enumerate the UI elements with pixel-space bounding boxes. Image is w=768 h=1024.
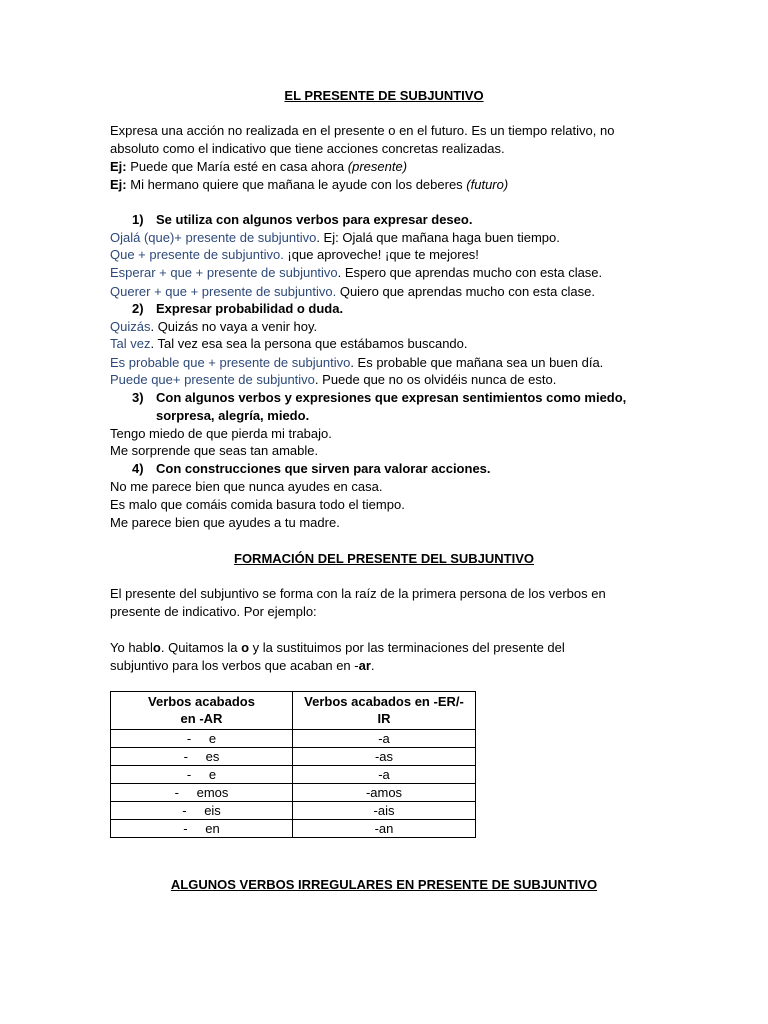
- dash: -: [174, 785, 179, 800]
- intro-line-2: absoluto como el indicativo que tiene acciones concretas realizadas.: [110, 141, 505, 156]
- text: subjuntivo para los verbos que acaban en -: [110, 658, 359, 673]
- section-1-rule-2: [110, 247, 479, 263]
- example-tag: (futuro): [466, 177, 509, 192]
- ar-ending-cell: [111, 820, 293, 838]
- title-presente-subjuntivo: EL PRESENTE DE SUBJUNTIVO: [284, 88, 484, 103]
- er-ending-cell: -a: [293, 766, 476, 784]
- rule-example: . Espero que aprendas mucho con esta clase.: [337, 265, 603, 280]
- ar-ending: en: [205, 821, 220, 836]
- rule-formula: Puede que+ presente de subjuntivo: [110, 372, 315, 387]
- section-1-rule-1: [110, 230, 560, 246]
- formation-line-2: presente de indicativo. Por ejemplo:: [110, 604, 317, 619]
- example-tag: (presente): [347, 159, 408, 174]
- intro-line-1: Expresa una acción no realizada en el presente o en el futuro. Es un tiempo relativo, no: [110, 123, 615, 138]
- section-2-number: 2): [132, 301, 144, 316]
- text: .: [370, 658, 375, 673]
- section-3-example-1: Tengo miedo de que pierda mi trabajo.: [110, 426, 332, 441]
- example-present: [110, 159, 407, 175]
- rule-example: . Puede que no os olvidéis nunca de esto.: [314, 372, 557, 387]
- section-4-example-2: Es malo que comáis comida basura todo el tiempo.: [110, 497, 405, 512]
- dash: -: [186, 767, 192, 782]
- table-row: [111, 748, 476, 766]
- ar-ending-cell: [111, 784, 293, 802]
- section-2-rule-3: [110, 355, 603, 371]
- formation-example-line-1: [110, 640, 565, 656]
- section-1-rule-3: [110, 265, 602, 281]
- section-3-heading-line-1: Con algunos verbos y expresiones que expresan sentimientos como miedo,: [156, 390, 627, 405]
- ar-ending: eis: [204, 803, 221, 818]
- section-4-example-1: No me parece bien que nunca ayudes en casa.: [110, 479, 383, 494]
- header-ar: [111, 692, 293, 730]
- rule-example: Quiero que aprendas mucho con esta clase.: [336, 284, 595, 299]
- endings-table: [110, 691, 476, 838]
- header-er-ir: [293, 692, 476, 730]
- section-2-heading: Expresar probabilidad o duda.: [156, 301, 344, 316]
- section-4-heading: Con construcciones que sirven para valorar acciones.: [156, 461, 491, 476]
- dash: -: [183, 749, 188, 764]
- section-4-example-3: Me parece bien que ayudes a tu madre.: [110, 515, 340, 530]
- ar-ending-cell: [111, 802, 293, 820]
- table-row: [111, 784, 476, 802]
- section-2-rule-4: [110, 372, 556, 388]
- rule-formula: Tal vez: [110, 336, 151, 351]
- text: Yo habl: [110, 640, 153, 655]
- bold-letter: o: [241, 640, 250, 655]
- rule-formula: Es probable que + presente de subjuntivo: [110, 355, 351, 370]
- text: y la sustituimos por las terminaciones del presente del: [249, 640, 565, 655]
- header-line: Verbos acabados en -ER/-: [304, 694, 464, 709]
- ar-ending: es: [205, 749, 220, 764]
- dash: -: [182, 803, 187, 818]
- bold-letter: o: [152, 640, 161, 655]
- dash: -: [183, 821, 188, 836]
- header-line: en -AR: [180, 711, 223, 726]
- section-2-rule-1: [110, 319, 317, 335]
- section-1-heading: Se utiliza con algunos verbos para expresar deseo.: [156, 212, 473, 227]
- section-3-heading-line-2: sorpresa, alegría, miedo.: [156, 408, 310, 423]
- table-row: [111, 730, 476, 748]
- rule-formula: Querer + que + presente de subjuntivo.: [110, 284, 337, 299]
- example-text: Mi hermano quiere que mañana le ayude con los deberes: [126, 177, 467, 192]
- rule-example: ¡que aproveche! ¡que te mejores!: [283, 247, 479, 262]
- section-4-number: 4): [132, 461, 144, 476]
- title-formacion: FORMACIÓN DEL PRESENTE DEL SUBJUNTIVO: [234, 551, 534, 566]
- rule-formula: Quizás: [110, 319, 151, 334]
- dash: -: [186, 731, 192, 746]
- er-ending-cell: -ais: [293, 802, 476, 820]
- section-3-number: 3): [132, 390, 144, 405]
- example-text: Puede que María esté en casa ahora: [126, 159, 348, 174]
- header-line: Verbos acabados: [148, 694, 255, 709]
- bold-ending: ar: [358, 658, 371, 673]
- example-label: Ej:: [110, 177, 127, 192]
- header-line: IR: [377, 711, 391, 726]
- ar-ending: e: [208, 731, 217, 746]
- rule-example: . Es probable que mañana sea un buen día.: [350, 355, 604, 370]
- rule-formula: Esperar + que + presente de subjuntivo: [110, 265, 338, 280]
- er-ending-cell: -an: [293, 820, 476, 838]
- ar-ending-cell: [111, 730, 293, 748]
- table-row: [111, 820, 476, 838]
- rule-formula: Que + presente de subjuntivo.: [110, 247, 284, 262]
- example-future: [110, 177, 508, 193]
- example-label: Ej:: [110, 159, 127, 174]
- ar-ending-cell: [111, 766, 293, 784]
- rule-formula: Ojalá (que)+ presente de subjuntivo: [110, 230, 317, 245]
- title-verbos-irregulares: ALGUNOS VERBOS IRREGULARES EN PRESENTE DE SUBJUNTIVO: [170, 877, 598, 892]
- table-header-row: [111, 692, 476, 730]
- formation-example-line-2: [110, 658, 375, 674]
- ar-ending: e: [208, 767, 217, 782]
- rule-example: . Ej: Ojalá que mañana haga buen tiempo.: [316, 230, 560, 245]
- er-ending-cell: -a: [293, 730, 476, 748]
- section-1-number: 1): [132, 212, 144, 227]
- rule-example: . Quizás no vaya a venir hoy.: [150, 319, 318, 334]
- rule-example: . Tal vez esa sea la persona que estábamos buscando.: [150, 336, 468, 351]
- text: . Quitamos la: [160, 640, 242, 655]
- section-1-rule-4: [110, 284, 595, 300]
- ar-ending: emos: [196, 785, 229, 800]
- table-row: [111, 802, 476, 820]
- ar-ending-cell: [111, 748, 293, 766]
- er-ending-cell: -amos: [293, 784, 476, 802]
- section-3-example-2: Me sorprende que seas tan amable.: [110, 443, 319, 458]
- table-row: [111, 766, 476, 784]
- er-ending-cell: -as: [293, 748, 476, 766]
- formation-line-1: El presente del subjuntivo se forma con la raíz de la primera persona de los verbos en: [110, 586, 606, 601]
- section-2-rule-2: [110, 336, 468, 352]
